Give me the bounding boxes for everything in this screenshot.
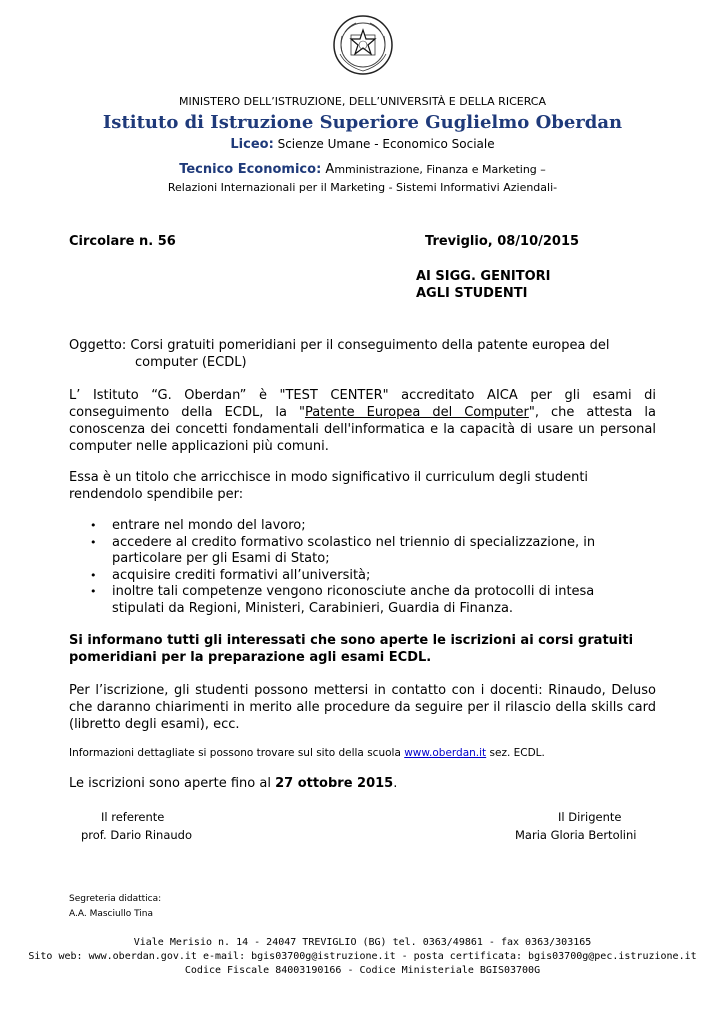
list-item	[69, 535, 629, 568]
secretary-label: Segreteria didattica:	[69, 894, 162, 904]
list-item-text: accedere al credito formativo scolastico nel triennio di specializzazione, in particolare per gli Esami di Stato;	[112, 534, 596, 566]
list-item-text: entrare nel mondo del lavoro;	[112, 518, 306, 533]
bullet-icon: •	[90, 535, 97, 549]
deadline-text: .	[393, 776, 398, 791]
tecnico-initial: A	[321, 162, 335, 177]
bullet-icon: •	[90, 568, 97, 582]
tecnico-label: Tecnico Economico:	[179, 162, 322, 177]
recipient-parents: AI SIGG. GENITORI	[416, 269, 551, 284]
deadline-line	[69, 776, 397, 791]
referent-name: prof. Dario Rinaudo	[81, 828, 192, 842]
school-name: Istituto di Istruzione Superiore Guglielmo Oberdan	[102, 112, 623, 133]
paragraph-test-center	[69, 387, 656, 455]
paragraph-contacts: Per l’iscrizione, gli studenti possono mettersi in contatto con i docenti: Rinaudo, Deluso che daranno chiarimenti in merito alle procedure da seguire per il rilascio della skills card (libretto degli esami), ecc.	[69, 683, 656, 732]
list-item	[69, 568, 629, 585]
recipient-students: AGLI STUDENTI	[416, 286, 528, 301]
subject-line-2: computer (ECDL)	[135, 355, 247, 370]
italian-republic-emblem-icon	[332, 14, 394, 76]
list-item	[69, 584, 629, 617]
circular-number: Circolare n. 56	[69, 234, 176, 249]
paragraph-title-value: Essa è un titolo che arricchisce in modo significativo il curriculum degli studenti rendendolo spendibile per:	[69, 470, 589, 502]
ministry-heading: MINISTERO DELL’ISTRUZIONE, DELL’UNIVERSITÀ E DELLA RICERCA	[178, 95, 547, 108]
ecdl-underlined-text: Patente Europea del Computer	[304, 405, 529, 420]
website-link[interactable]: www.oberdan.it	[404, 747, 487, 759]
recipients	[416, 268, 550, 302]
subject	[69, 337, 639, 371]
liceo-line	[0, 137, 725, 152]
secretary-name: A.A. Masciullo Tina	[69, 909, 154, 919]
paragraph-text: L’ Istituto “G. Oberdan” è "TEST CENTER" accreditato AICA per gli esami di conseguimento della ECDL, la "	[69, 388, 656, 420]
liceo-label: Liceo:	[230, 137, 274, 152]
bullet-icon: •	[90, 519, 97, 532]
principal-role: Il Dirigente	[558, 810, 622, 824]
info-text: sez. ECDL.	[486, 747, 545, 759]
benefits-list	[69, 518, 629, 617]
tecnico-line	[0, 162, 725, 177]
liceo-text: Scienze Umane - Economico Sociale	[273, 137, 495, 151]
footer-address: Viale Merisio n. 14 - 24047 TREVIGLIO (BG) tel. 0363/49861 - fax 0363/303165	[133, 937, 592, 948]
list-item-text: inoltre tali competenze vengono riconosciute anche da protocolli di intesa stipulati da Regioni, Ministeri, Carabinieri, Guardia di Finanza.	[112, 584, 595, 616]
deadline-text: Le iscrizioni sono aperte fino al	[69, 776, 276, 791]
paragraph-text: ", che attesta la conoscenza dei concetti fondamentali dell'informatica e la capacità di usare un personal computer nelle applicazioni più comuni.	[69, 405, 657, 454]
footer-contacts: Sito web: www.oberdan.gov.it e-mail: bgis03700g@istruzione.it - posta certificata: bgis03700g@pec.istruzione.it	[28, 951, 697, 962]
enrollment-notice: Si informano tutti gli interessati che sono aperte le iscrizioni ai corsi gratuiti pomeridiani per la preparazione agli esami ECDL.	[69, 633, 634, 665]
principal-name: Maria Gloria Bertolini	[515, 828, 637, 842]
relazioni-line: Relazioni Internazionali per il Marketing - Sistemi Informativi Aziendali-	[167, 181, 558, 194]
referent-role: Il referente	[101, 810, 165, 824]
subject-line-1: Oggetto: Corsi gratuiti pomeridiani per il conseguimento della patente europea del	[69, 338, 610, 353]
tecnico-text: mministrazione, Finanza e Marketing –	[334, 163, 546, 176]
list-item-text: acquisire crediti formativi all’università;	[112, 567, 371, 583]
bullet-icon: •	[90, 585, 97, 598]
info-line	[69, 747, 545, 759]
list-item	[69, 518, 629, 535]
deadline-date: 27 ottobre 2015	[275, 776, 394, 791]
info-text: Informazioni dettagliate si possono trovare sul sito della scuola	[69, 747, 405, 759]
place-date: Treviglio, 08/10/2015	[425, 234, 580, 249]
footer-codes: Codice Fiscale 84003190166 - Codice Ministeriale BGIS03700G	[184, 965, 541, 976]
